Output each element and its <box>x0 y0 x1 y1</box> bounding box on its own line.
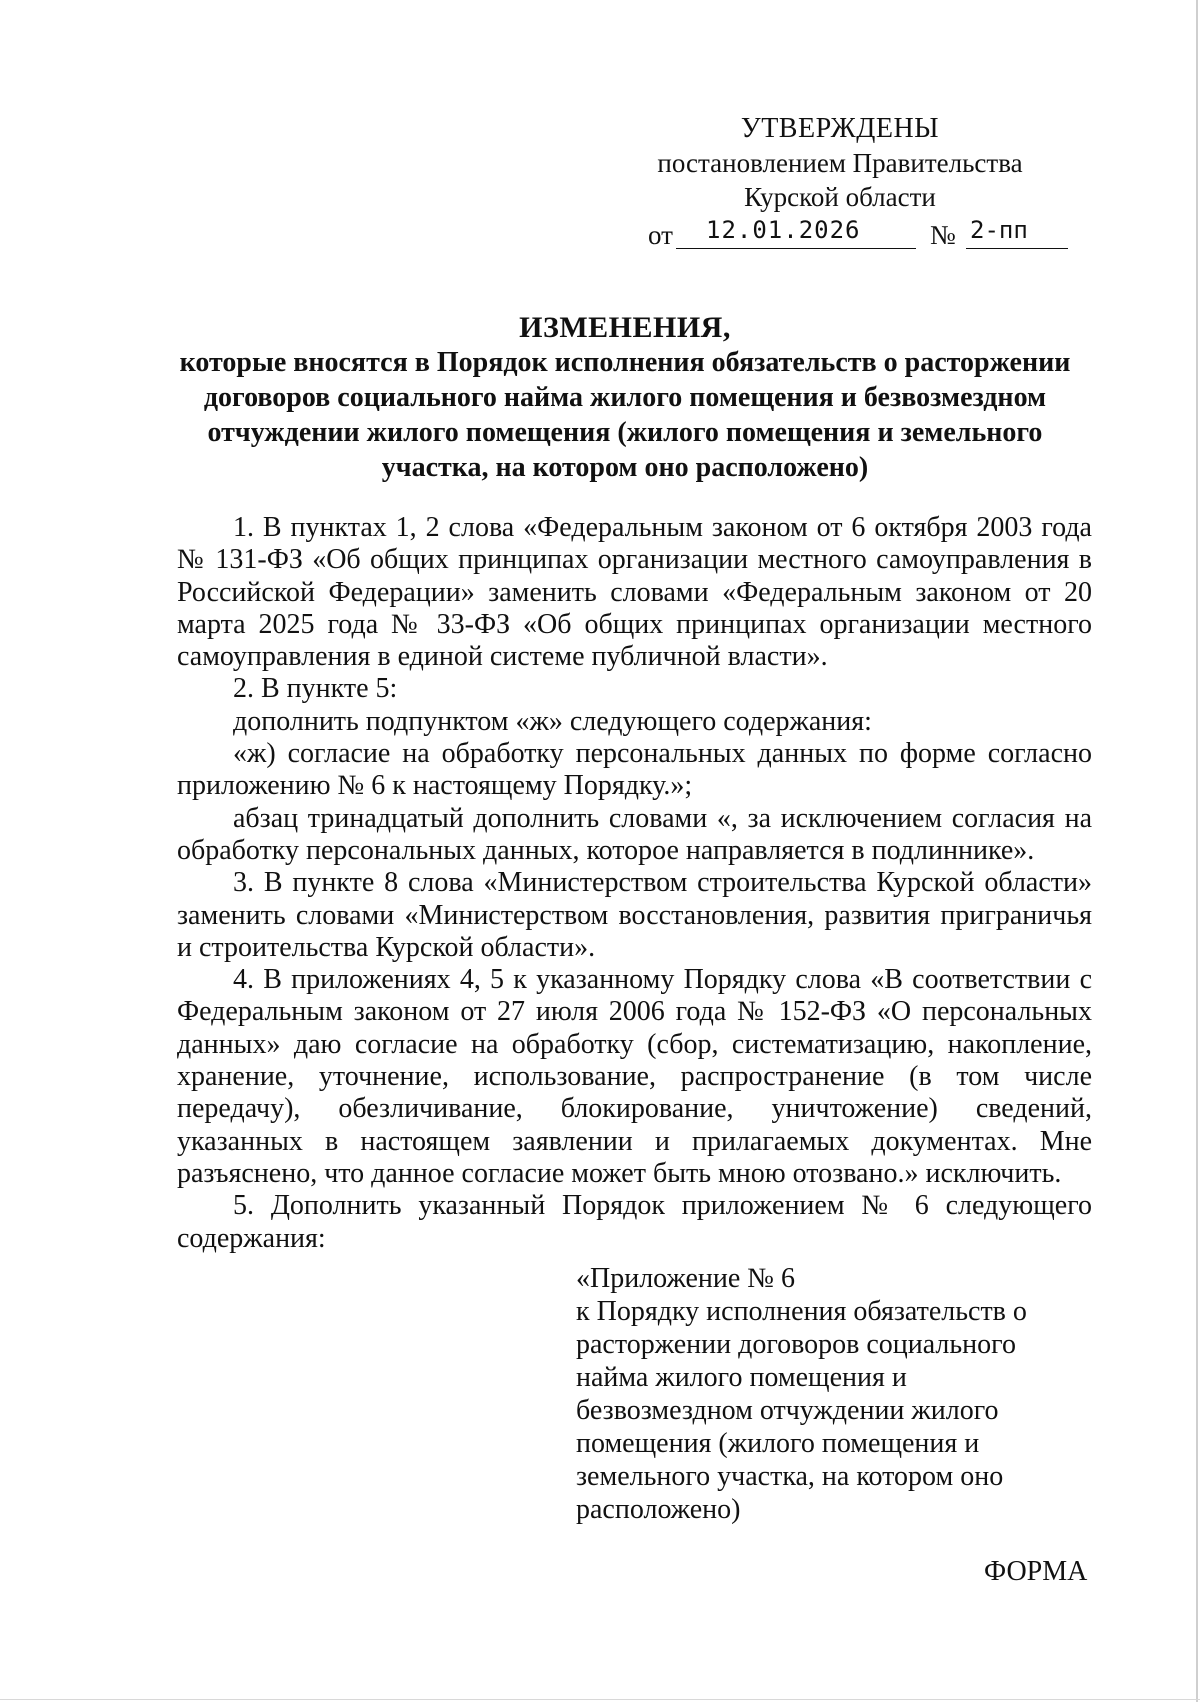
number-field <box>966 216 1068 249</box>
appendix-header <box>576 1262 1056 1526</box>
number-label: № <box>930 220 956 250</box>
date-value: 12.01.2026 <box>706 216 861 244</box>
title-heading: ИЗМЕНЕНИЯ, <box>519 311 731 344</box>
paragraph: абзац тринадцатый дополнить словами «, за исключением согласия на обработку персональных данных, которое направляется в подлиннике». <box>177 802 1092 866</box>
paragraph: 4. В приложениях 4, 5 к указанному Порядку слова «В соответствии с Федеральным законом от 27 июля 2006 года № 152-ФЗ «О персональных данных» даю согласие на обработку (сбор, систематизацию, накопление, хранение, уточнение, использование, распространение (в том числе передачу), обезличивание, блокирование, уничтожение) сведений, указанных в настоящем заявлении и прилагаемых документах. Мне разъяснено, что данное согласие может быть мною отозвано.» исключить. <box>177 964 1092 1189</box>
paragraph: «ж) согласие на обработку персональных данных по форме согласно приложению № 6 к настоящему Порядку.»; <box>177 738 1092 802</box>
scan-edge <box>1196 0 1198 1702</box>
approval-line: постановлением Правительства <box>657 148 1023 178</box>
approval-heading: УТВЕРЖДЕНЫ <box>740 113 940 144</box>
approval-line: Курской области <box>744 182 936 212</box>
approval-date-line <box>648 216 1068 252</box>
scan-edge <box>0 1699 1200 1700</box>
paragraph: дополнить подпунктом «ж» следующего содержания: <box>233 705 872 737</box>
number-value: 2-пп <box>970 216 1028 244</box>
paragraph: 3. В пункте 8 слова «Министерством строительства Курской области» заменить словами «Министерством восстановления, развития приграничья и строительства Курской области». <box>177 867 1092 963</box>
form-label: ФОРМА <box>984 1556 1088 1587</box>
approval-stamp <box>600 112 1080 214</box>
paragraph: 1. В пунктах 1, 2 слова «Федеральным законом от 6 октября 2003 года № 131-ФЗ «Об общих принципах организации местного самоуправления в Российской Федерации» заменить словами «Федеральным законом от 20 марта 2025 года № 33-ФЗ «Об общих принципах организации местного самоуправления в единой системе публичной власти». <box>177 512 1092 673</box>
document-title <box>160 310 1090 485</box>
date-field <box>676 216 916 249</box>
document-body <box>177 512 1092 1255</box>
date-label: от <box>648 220 673 250</box>
appendix-text: к Порядку исполнения обязательств о расторжении договоров социального найма жилого помещения и безвозмездном отчуждении жилого помещения (жилого помещения и земельного участка, на котором оно расположено) <box>576 1296 1027 1525</box>
appendix-title: «Приложение № 6 <box>576 1263 795 1294</box>
paragraph: 2. В пункте 5: <box>233 673 398 705</box>
paragraph: 5. Дополнить указанный Порядок приложением № 6 следующего содержания: <box>177 1190 1092 1254</box>
title-subtitle: которые вносятся в Порядок исполнения обязательств о расторжении договоров социального найма жилого помещения и безвозмездном отчуждении жилого помещения (жилого помещения и земельного участка, на котором оно расположено) <box>179 347 1071 483</box>
